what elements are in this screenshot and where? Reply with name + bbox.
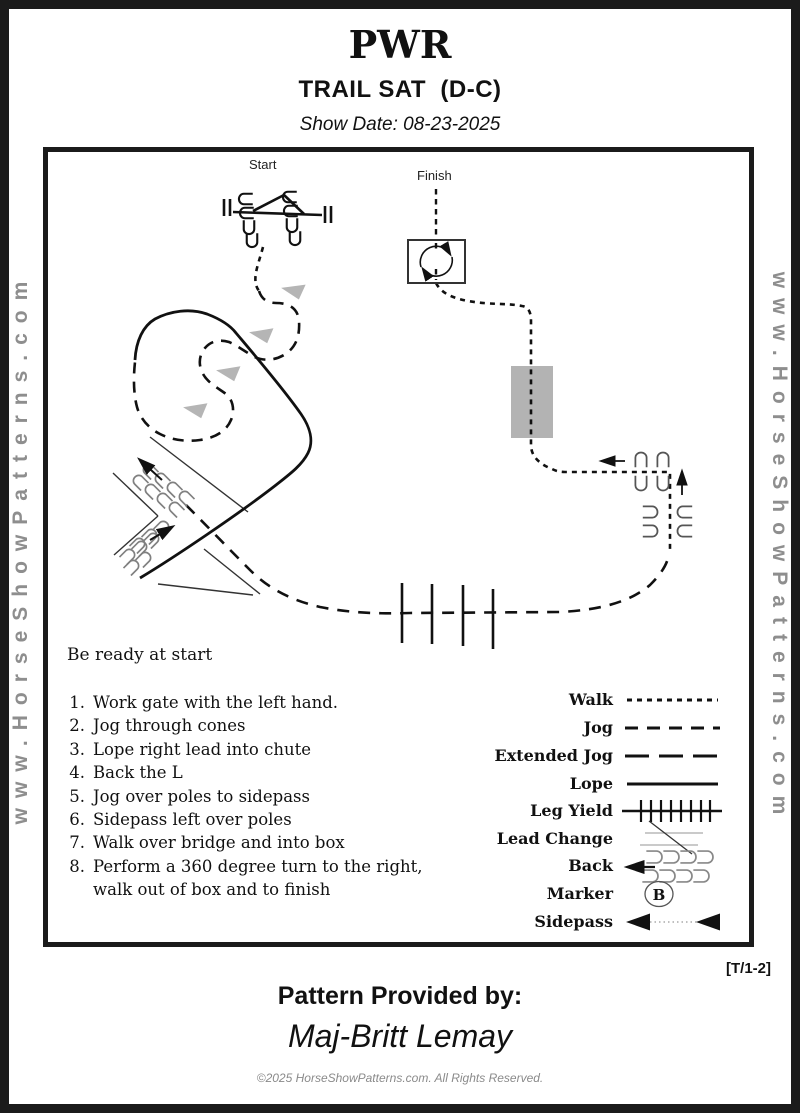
legend-label-walk: Walk <box>568 690 613 709</box>
legend-marker-letter: B <box>652 886 666 904</box>
instruction-item: 4. Back the L <box>69 763 183 783</box>
legend-label-jog: Jog <box>583 718 613 737</box>
instruction-item: 5. Jog over poles to sidepass <box>69 786 310 806</box>
instruction-item: 6. Sidepass left over poles <box>69 810 292 830</box>
legend-label-marker: Marker <box>546 884 613 903</box>
finish-label: Finish <box>417 168 452 183</box>
watermark-left: www.HorseShowPatterns.com <box>9 271 32 825</box>
provided-by-label: Pattern Provided by: <box>277 982 523 1010</box>
ready-note: Be ready at start <box>67 645 213 665</box>
instruction-item: 1. Work gate with the left hand. <box>69 693 339 712</box>
legend-label-back: Back <box>568 856 613 875</box>
legend-label-lead-change: Lead Change <box>496 829 613 848</box>
legend-label-lope: Lope <box>569 774 613 793</box>
instruction-item: 7. Walk over bridge and into box <box>69 833 345 853</box>
start-label: Start <box>249 157 277 172</box>
page-title: PWR <box>348 22 452 67</box>
instruction-list <box>67 691 467 902</box>
instruction-item: 2. Jog through cones <box>69 716 246 736</box>
class-subtitle: TRAIL SAT (D-C) <box>298 76 502 103</box>
instruction-item: 3. Lope right lead into chute <box>69 739 311 759</box>
legend-label-leg-yield: Leg Yield <box>530 801 613 820</box>
instruction-item-continuation: walk out of box and to finish <box>93 880 331 900</box>
pattern-tag: [T/1-2] <box>726 960 771 977</box>
provider-name: Maj-Britt Lemay <box>287 1018 513 1054</box>
copyright-notice: ©2025 HorseShowPatterns.com. All Rights Reserved. <box>256 1071 544 1085</box>
legend-label-sidepass: Sidepass <box>534 912 613 931</box>
watermark-right: www.HorseShowPatterns.com <box>768 271 791 825</box>
instruction-item: 8. Perform a 360 degree turn to the right, <box>69 856 423 876</box>
show-date: Show Date: 08-23-2025 <box>299 114 501 135</box>
legend-label-extended-jog: Extended Jog <box>494 746 613 765</box>
